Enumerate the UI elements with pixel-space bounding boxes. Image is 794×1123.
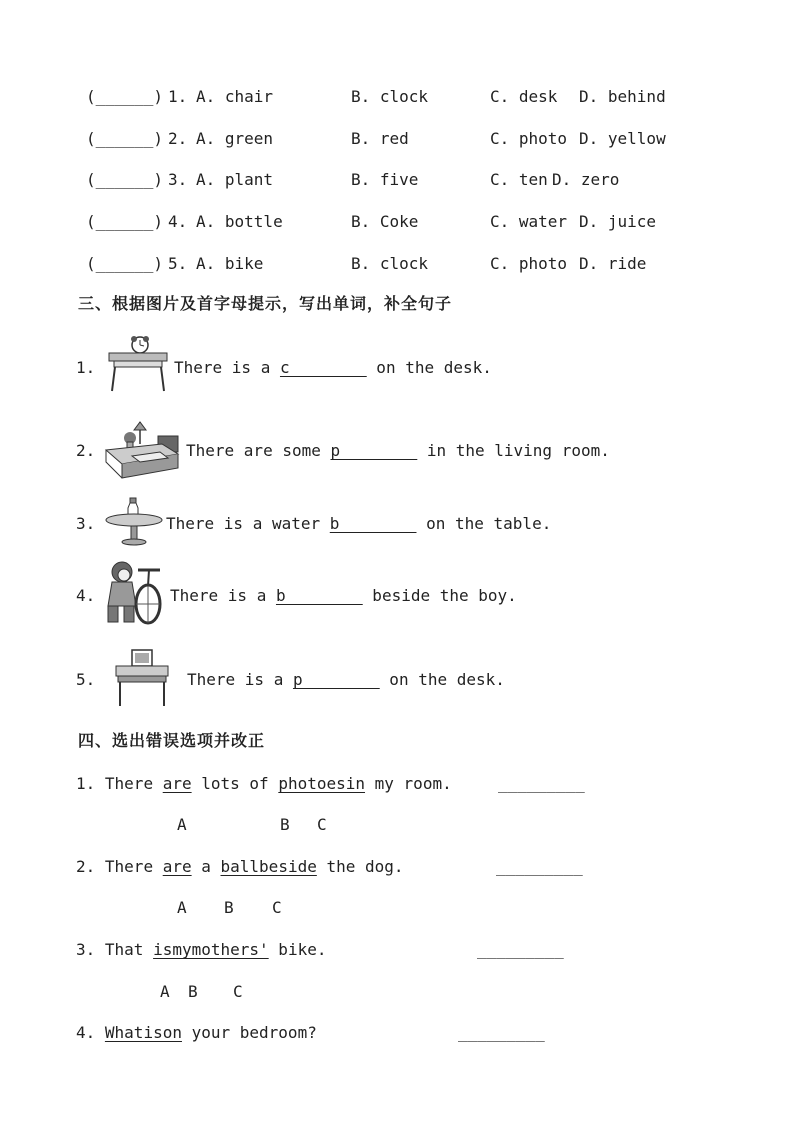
option-c: C. photo — [490, 254, 568, 273]
sentence-prefix: There is a — [170, 586, 276, 605]
option-letter: B — [280, 815, 290, 834]
sentence-text: bike. — [268, 940, 327, 959]
fill-sentence — [186, 441, 610, 461]
option-letter: B — [188, 982, 198, 1001]
option-underlined[interactable]: ismymothers' — [153, 940, 269, 959]
option-b: B. clock — [351, 87, 429, 106]
fill-sentence — [170, 586, 517, 606]
question-number: 2. — [168, 129, 188, 148]
answer-bracket[interactable]: (______) — [86, 212, 164, 231]
sentence-text: There — [104, 857, 163, 876]
option-d: D. yellow — [579, 129, 666, 148]
item-number: 5. — [76, 670, 96, 689]
sentence-text: a — [191, 857, 221, 876]
item-number: 1. — [76, 774, 96, 793]
sentence-prefix: There is a — [187, 670, 293, 689]
answer-bracket[interactable]: (______) — [86, 129, 164, 148]
item-number: 2. — [76, 857, 96, 876]
fill-sentence — [187, 670, 505, 690]
option-c: C. ten — [490, 170, 548, 189]
answer-blank[interactable]: p________ — [292, 670, 380, 689]
option-c: C. water — [490, 212, 568, 231]
item-number: 3. — [76, 940, 96, 959]
sentence-text: That — [104, 940, 154, 959]
answer-bracket[interactable]: (______) — [86, 254, 164, 273]
option-letter: C — [233, 982, 243, 1001]
sentence-suffix: beside the boy. — [362, 586, 517, 605]
correction-blank[interactable]: _________ — [458, 1023, 545, 1042]
option-letter: A — [177, 898, 187, 917]
sentence-prefix: There is a — [174, 358, 280, 377]
question-number: 3. — [168, 170, 188, 189]
fill-sentence — [174, 358, 492, 378]
option-b: B. Coke — [351, 212, 419, 231]
option-b: B. red — [351, 129, 409, 148]
error-sentence — [76, 774, 452, 794]
sentence-suffix: on the table. — [416, 514, 552, 533]
sentence-text: my room. — [365, 774, 452, 793]
boy-with-bike-picture — [102, 560, 166, 626]
sentence-suffix: in the living room. — [417, 441, 610, 460]
item-number: 3. — [76, 514, 96, 533]
option-b-underlined[interactable]: ballbeside — [220, 857, 317, 876]
item-number: 4. — [76, 1023, 96, 1042]
photo-on-desk-picture — [112, 646, 172, 708]
option-letter: A — [177, 815, 187, 834]
error-sentence — [76, 940, 326, 960]
option-d: D. ride — [579, 254, 647, 273]
option-a: A. plant — [196, 170, 274, 189]
error-sentence — [76, 857, 404, 877]
option-b-underlined[interactable]: photoesin — [278, 774, 366, 793]
sentence-suffix: on the desk. — [379, 670, 505, 689]
sentence-text: your bedroom? — [181, 1023, 317, 1042]
option-c: C. desk — [490, 87, 558, 106]
answer-blank[interactable]: c________ — [279, 358, 367, 377]
item-number: 4. — [76, 586, 96, 605]
option-b: B. clock — [351, 254, 429, 273]
option-b: B. five — [351, 170, 419, 189]
answer-bracket[interactable]: (______) — [86, 170, 164, 189]
option-d: D. juice — [579, 212, 657, 231]
question-number: 1. — [168, 87, 188, 106]
option-letter: C — [272, 898, 282, 917]
option-a-underlined[interactable]: are — [162, 857, 192, 876]
sentence-text: There — [104, 774, 163, 793]
sentence-prefix: There are some — [186, 441, 331, 460]
option-a-underlined[interactable]: are — [162, 774, 192, 793]
option-letter: C — [317, 815, 327, 834]
question-number: 4. — [168, 212, 188, 231]
correction-blank[interactable]: _________ — [498, 774, 585, 793]
bottle-on-table-picture — [104, 496, 164, 546]
correction-blank[interactable]: _________ — [477, 940, 564, 959]
answer-blank[interactable]: b________ — [275, 586, 363, 605]
answer-bracket[interactable]: (______) — [86, 87, 164, 106]
answer-blank[interactable]: p________ — [330, 441, 418, 460]
option-a: A. green — [196, 129, 274, 148]
option-a: A. chair — [196, 87, 274, 106]
item-number: 1. — [76, 358, 96, 377]
sentence-suffix: on the desk. — [366, 358, 492, 377]
option-underlined[interactable]: Whatison — [104, 1023, 182, 1042]
clock-on-desk-picture — [106, 335, 170, 393]
option-letter: B — [224, 898, 234, 917]
item-number: 2. — [76, 441, 96, 460]
fill-sentence — [166, 514, 551, 534]
living-room-with-plants-picture — [102, 418, 182, 484]
section-heading: 三、根据图片及首字母提示，写出单词，补全句子 — [78, 294, 453, 313]
option-d: D. zero — [552, 170, 620, 189]
sentence-prefix: There is a water — [166, 514, 330, 533]
option-c: C. photo — [490, 129, 568, 148]
sentence-text: the dog. — [316, 857, 404, 876]
sentence-text: lots of — [191, 774, 279, 793]
answer-blank[interactable]: b________ — [329, 514, 417, 533]
option-d: D. behind — [579, 87, 666, 106]
option-letter: A — [160, 982, 170, 1001]
option-a: A. bike — [196, 254, 264, 273]
error-sentence — [76, 1023, 317, 1043]
correction-blank[interactable]: _________ — [496, 857, 583, 876]
question-number: 5. — [168, 254, 188, 273]
option-a: A. bottle — [196, 212, 283, 231]
section-heading: 四、选出错误选项并改正 — [78, 731, 266, 750]
